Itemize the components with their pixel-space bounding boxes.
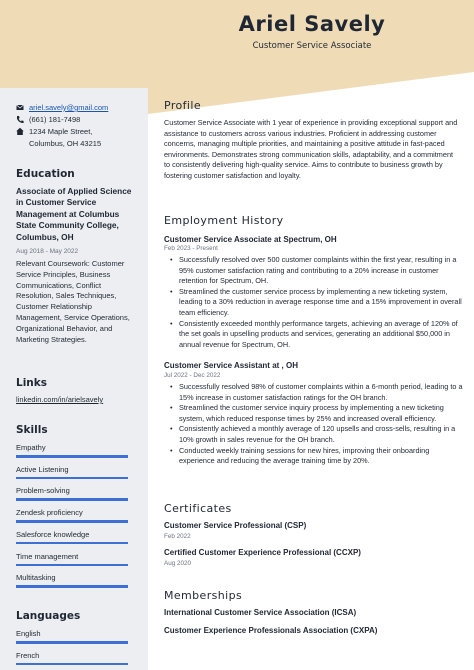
skill-item [16, 650, 128, 666]
skill-level-fill [16, 542, 128, 545]
job-bullet: • Consistently exceeded monthly performance targets, achieving an average of 120% of the set goals in upselling products and services, generating an additional $50,000 in annual revenue for Spectrum, OH. [164, 319, 464, 351]
job-bullet: • Streamlined the customer service process by implementing a new ticketing system, leading to a 30% reduction in average response time and a 15% improvement in overall team efficiency. [164, 287, 464, 319]
skill-item [16, 464, 128, 480]
skill-label: Multitasking [16, 573, 56, 583]
skill-level-fill [16, 455, 128, 458]
skill-item [16, 507, 128, 523]
skill-label: English [16, 629, 41, 638]
skill-level-track [16, 542, 128, 545]
skill-item [16, 551, 128, 567]
skill-level-track [16, 564, 128, 567]
skill-item [16, 485, 128, 501]
skill-level-track [16, 498, 128, 501]
job-title: Customer Service Associate at Spectrum, OH [164, 235, 337, 244]
job-title: Customer Service Assistant at , OH [164, 361, 298, 370]
job-bullet: • Consistently achieved a monthly average of 120 upsells and cross-sells, resulting in a 10% growth in sales revenue for the OH branch. [164, 424, 464, 445]
resume-name: Ariel Savely [238, 12, 386, 36]
certificates-heading: Certificates [164, 502, 232, 515]
address-line-2: Columbus, OH 43215 [29, 139, 102, 148]
job-bullet: • Streamlined the customer service inquiry process by implementing a new ticketing system, which reduced response times by 25% and increased overall efficiency. [164, 403, 464, 424]
education-heading: Education [16, 168, 75, 180]
memberships-heading: Memberships [164, 589, 243, 602]
skill-label: Time management [16, 551, 79, 561]
skill-level-track [16, 663, 128, 666]
skill-label: Empathy [16, 443, 46, 452]
skill-level-fill [16, 564, 128, 567]
links-heading: Links [16, 377, 47, 389]
job-bullet: • Conducted weekly training sessions for new hires, improving their onboarding experience and reducing the average training time by 20%. [164, 446, 464, 467]
skill-level-fill [16, 663, 128, 666]
resume-role: Customer Service Associate [252, 41, 372, 51]
job-bullet-list [164, 382, 464, 467]
skill-item [16, 442, 128, 458]
skill-label: French [16, 650, 40, 660]
skill-label: Active Listening [16, 464, 69, 474]
home-icon [16, 127, 24, 136]
employment-heading: Employment History [164, 214, 284, 227]
phone-text: (661) 181-7498 [29, 115, 81, 124]
skill-label: Salesforce knowledge [16, 529, 90, 539]
email-link[interactable]: ariel.savely@gmail.com [29, 103, 109, 112]
skill-level-fill [16, 498, 128, 501]
skill-level-track [16, 585, 128, 588]
certificate-date: Aug 2020 [164, 560, 191, 567]
certificate-date: Feb 2022 [164, 533, 191, 540]
job-bullet: • Successfully resolved over 500 customer complaints within the first year, resulting in a 95% customer satisfaction rating and contributing to a 20% increase in customer retention for Spectrum, OH. [164, 255, 464, 287]
skill-item [16, 572, 128, 588]
certificate-title: Certified Customer Experience Professional (CCXP) [164, 548, 361, 557]
membership-item: Customer Experience Professionals Association (CXPA) [164, 626, 378, 635]
languages-heading: Languages [16, 610, 81, 622]
skill-level-track [16, 520, 128, 523]
skill-item [16, 628, 128, 644]
phone-icon [16, 115, 24, 124]
skills-heading: Skills [16, 424, 48, 436]
skill-level-fill [16, 520, 128, 523]
skill-level-fill [16, 585, 128, 588]
skill-label: Zendesk proficiency [16, 508, 83, 518]
membership-item: International Customer Service Association (ICSA) [164, 608, 357, 617]
skill-level-track [16, 477, 128, 480]
profile-text: Customer Service Associate with 1 year of experience in providing exceptional support and assistance to customers across various industries. Proficient in addressing customer concerns, managing multiple priorities, and maintaining a positive attitude in fast-paced environments. Demonstrates strong communication skills, adaptability, and a commitment to consistently delivering high-quality service. Aims to contribute to business growth by fostering customer satisfaction and loyalty. [164, 118, 458, 180]
education-coursework: Relevant Coursework: Customer Service Principles, Business Communications, Conflict Resolution, Sales Techniques, Customer Relationship Management, Service Operations, Organizational Behavior, and Marketing Strategies. [16, 259, 130, 344]
mail-icon [16, 103, 24, 112]
job-bullet: • Successfully resolved 98% of customer complaints within a 6-month period, leading to a 15% increase in customer satisfaction ratings for the OH branch. [164, 382, 464, 403]
education-degree: Associate of Applied Science in Customer Service Management at Columbus State Community College, Columbus, OH [16, 186, 132, 242]
linkedin-link[interactable]: linkedin.com/in/arielsavely [16, 395, 104, 404]
job-dates: Jul 2022 - Dec 2022 [164, 372, 221, 379]
skill-level-fill [16, 477, 128, 480]
education-dates: Aug 2018 - May 2022 [16, 248, 79, 255]
skill-level-fill [16, 641, 128, 644]
skill-level-track [16, 641, 128, 644]
job-bullet-list [164, 255, 464, 350]
profile-heading: Profile [164, 99, 202, 112]
skill-level-track [16, 455, 128, 458]
skill-item [16, 529, 128, 545]
address-line-1: 1234 Maple Street, [29, 127, 93, 136]
skill-label: Problem-solving [16, 486, 70, 496]
certificate-title: Customer Service Professional (CSP) [164, 521, 307, 530]
job-dates: Feb 2023 - Present [164, 245, 218, 252]
